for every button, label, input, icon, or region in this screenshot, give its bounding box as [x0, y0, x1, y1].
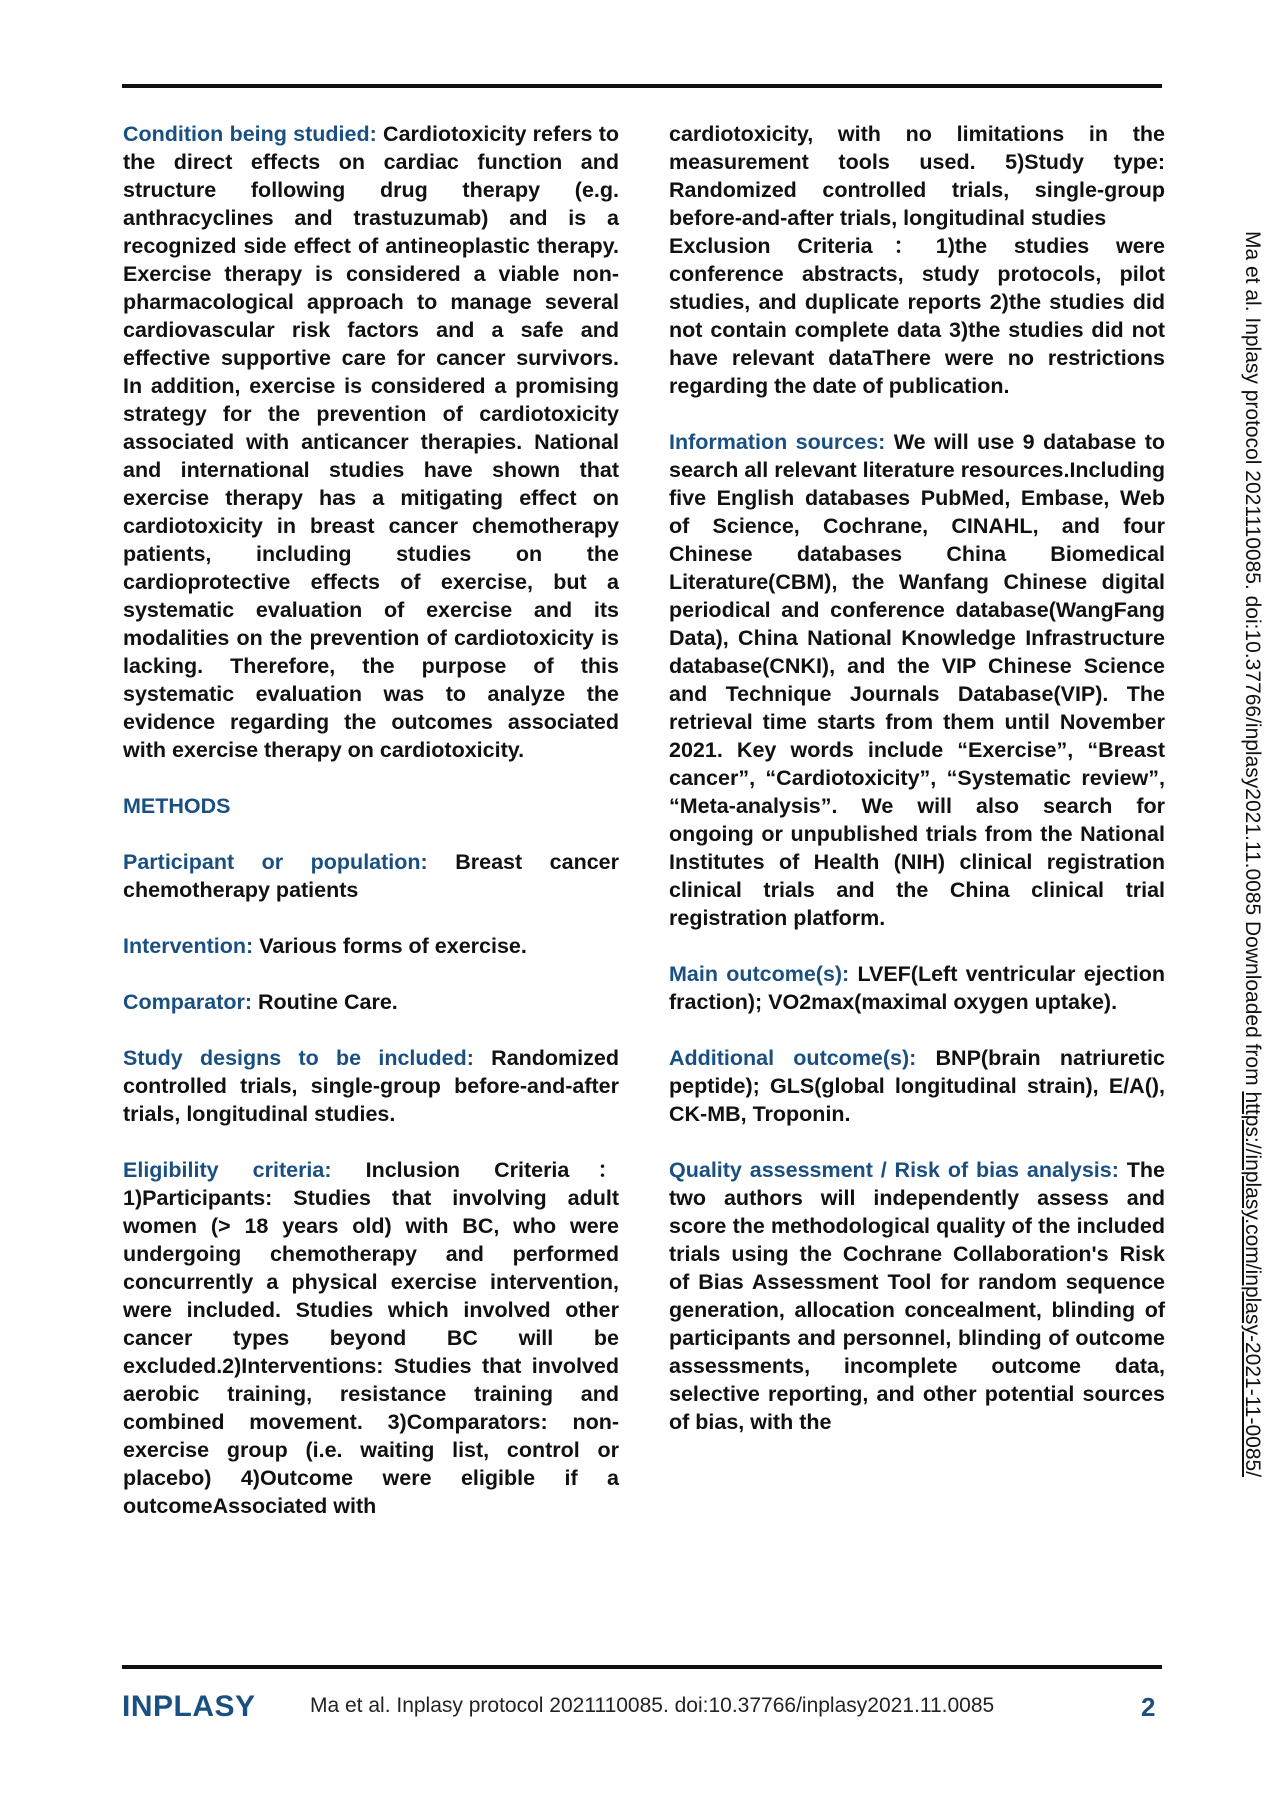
top-rule	[122, 84, 1162, 88]
main-outcome-section	[669, 960, 1165, 1016]
footer-brand-logo: INPLASY	[122, 1690, 256, 1723]
side-note-link[interactable]: https://inplasy.com/inplasy-2021-11-0085/	[1241, 1091, 1264, 1478]
condition-label: Condition being studied:	[123, 122, 377, 146]
additional-outcome-section	[669, 1044, 1165, 1128]
study-designs-text: Randomized controlled trials, single-group before-and-after trials, longitudinal studies.	[123, 1046, 619, 1126]
side-note-text: Ma et al. Inplasy protocol 2021110085. doi:10.37766/inplasy2021.11.0085 Downloaded from	[1241, 231, 1264, 1092]
exclusion-criteria	[669, 232, 1165, 400]
page-number: 2	[1141, 1692, 1156, 1722]
intervention-text: Various forms of exercise.	[253, 934, 527, 958]
study-designs-label: Study designs to be included:	[123, 1046, 474, 1070]
participant-label: Participant or population:	[123, 850, 428, 874]
eligibility-continued-text: cardiotoxicity, with no limitations in the measurement tools used. 5)Study type: Randomized controlled trials, single-group before-and-after trials, longitudinal studies	[669, 122, 1165, 230]
additional-outcome-label: Additional outcome(s):	[669, 1046, 917, 1070]
additional-outcome-text: BNP(brain natriuretic peptide); GLS(global longitudinal strain), E/A(), CK-MB, Troponin.	[669, 1046, 1165, 1126]
exclusion-criteria-text: Exclusion Criteria：1)the studies were conference abstracts, study protocols, pilot studies, and duplicate reports 2)the studies did not contain complete data 3)the studies did not have relevant dataThere were no restrictions regarding the date of publication.	[669, 234, 1165, 398]
intervention-label: Intervention:	[123, 934, 254, 958]
quality-assessment-label: Quality assessment / Risk of bias analysis:	[669, 1158, 1119, 1182]
comparator-text: Routine Care.	[252, 990, 398, 1014]
methods-heading-text: METHODS	[123, 794, 231, 818]
right-column	[669, 120, 1165, 1464]
information-sources-text: We will use 9 database to search all relevant literature resources.Including five English databases PubMed, Embase, Web of Science, Cochrane, CINAHL, and four Chinese databases China Biomedical Literature(CBM), the Wanfang Chinese digital periodical and conference database(WangFang Data), China National Knowledge Infrastructure database(CNKI), and the VIP Chinese Science and Technique Journals Database(VIP). The retrieval time starts from them until November 2021. Key words include “Exercise”, “Breast cancer”, “Cardiotoxicity”, “Systematic review”, “Meta-analysis”. We will also search for ongoing or unpublished trials from the National Institutes of Health (NIH) clinical registration clinical trials and the China clinical trial registration platform.	[669, 430, 1165, 930]
bottom-rule	[122, 1665, 1162, 1669]
main-outcome-text: LVEF(Left ventricular ejection fraction); VO2max(maximal oxygen uptake).	[669, 962, 1165, 1014]
footer-citation: Ma et al. Inplasy protocol 2021110085. doi:10.37766/inplasy2021.11.0085	[310, 1694, 995, 1717]
eligibility-label: Eligibility criteria:	[123, 1158, 332, 1182]
participant-section	[123, 848, 619, 904]
information-sources-label: Information sources:	[669, 430, 886, 454]
main-outcome-label: Main outcome(s):	[669, 962, 850, 986]
information-sources-section	[669, 428, 1165, 932]
intervention-section	[123, 932, 619, 960]
eligibility-section	[123, 1156, 619, 1520]
condition-text: Cardiotoxicity refers to the direct effects on cardiac function and structure following drug therapy (e.g. anthracyclines and trastuzumab) and is a recognized side effect of antineoplastic therapy. Exercise therapy is considered a viable non-pharmacological approach to manage several cardiovascular risk factors and a safe and effective supportive care for cancer survivors. In addition, exercise is considered a promising strategy for the prevention of cardiotoxicity associated with anticancer therapies. National and international studies have shown that exercise therapy has a mitigating effect on cardiotoxicity in breast cancer chemotherapy patients, including studies on the cardioprotective effects of exercise, but a systematic evaluation of exercise and its modalities on the prevention of cardiotoxicity is lacking. Therefore, the purpose of this systematic evaluation was to analyze the evidence regarding the outcomes associated with exercise therapy on cardiotoxicity.	[123, 122, 620, 762]
comparator-section	[123, 988, 619, 1016]
eligibility-text: Inclusion Criteria： 1)Participants: Studies that involving adult women (> 18 years old) with BC, who were undergoing chemotherapy and performed concurrently a physical exercise intervention, were included. Studies which involved other cancer types beyond BC will be excluded.2)Interventions: Studies that involved aerobic training, resistance training and combined movement. 3)Comparators: non-exercise group (i.e. waiting list, control or placebo) 4)Outcome were eligible if a outcomeAssociated with	[123, 1158, 619, 1518]
left-column	[123, 120, 619, 1548]
quality-assessment-text: The two authors will independently assess and score the methodological quality of the included trials using the Cochrane Collaboration's Risk of Bias Assessment Tool for random sequence generation, allocation concealment, blinding of participants and personnel, blinding of outcome assessments, incomplete outcome data, selective reporting, and other potential sources of bias, with the	[669, 1158, 1165, 1434]
study-designs-section	[123, 1044, 619, 1128]
condition-section	[123, 120, 619, 764]
methods-heading	[123, 792, 619, 820]
eligibility-continued	[669, 120, 1165, 232]
participant-text: Breast cancer chemotherapy patients	[123, 850, 619, 902]
side-download-note	[1240, 231, 1264, 1477]
comparator-label: Comparator:	[123, 990, 253, 1014]
quality-assessment-section	[669, 1156, 1165, 1436]
